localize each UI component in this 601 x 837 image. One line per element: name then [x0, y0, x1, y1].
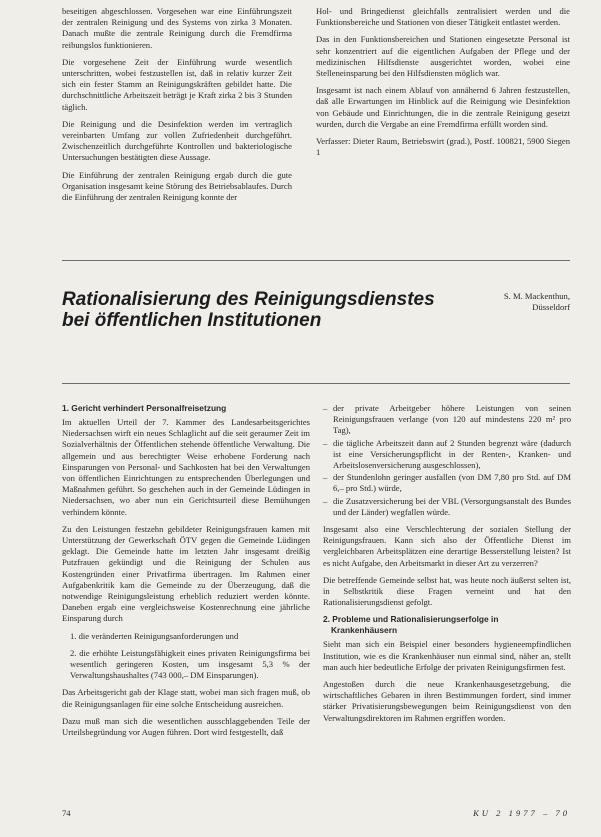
journal-reference: KU 2 1977 ‒ 70	[473, 808, 570, 818]
paragraph: Insgesamt ist nach einem Ablauf von annähernd 6 Jahren festzustellen, daß alle Erwartungen im Hinblick auf die Reinigung wie Desinfektion von Gebäude und Einrichtungen, die in die zentrale Reinigung gesetzt wurden, durch die Vergabe an eine Fremdfirma erfüllt worden sind.	[316, 85, 570, 129]
top-right-column	[316, 6, 570, 164]
list-item: 2. die erhöhte Leistungsfähigkeit eines privaten Reinigungsfirma bei wesentlich geringeren Kosten, um insgesamt 5,3 % der Verwaltungshaushaltes (743 000,– DM Einsparungen).	[70, 647, 310, 681]
list-item: – der private Arbeitgeber höhere Leistungen von seinen Reinigungsfrauen verlange (von 120 auf mindestens 220 m² pro Tag),	[323, 403, 571, 437]
paragraph: Das in den Funktionsbereichen und Stationen eingesetzte Personal ist sehr konzentriert auf die eigentlichen Aufgaben der Pflege und der medizinischen Hilfsdienste ausgerichtet worden, wobei eine Stelleneinsparung bei den Hilfsdiensten möglich war.	[316, 34, 570, 79]
author-city: Düsseldorf	[532, 302, 570, 312]
section-1-heading: 1. Gericht verhindert Personalfreisetzung	[62, 403, 227, 413]
author-name: S. M. Mackenthun,	[503, 291, 570, 301]
paragraph: Dazu muß man sich die wesentlichen ausschlaggebenden Teile der Urteilsbegründung vor Augen führen. Dort wird festgestellt, daß	[62, 715, 310, 738]
page-number: 74	[62, 808, 71, 818]
list-item: 1. die veränderten Reinigungsanforderungen und	[70, 630, 239, 641]
divider-rule	[62, 383, 570, 384]
paragraph: Die vorgesehene Zeit der Einführung wurde wesentlich unterschritten, wobei festzustellen ist, daß in relativ kurzer Zeit sich ein fester Stamm an Reinigungskräften gebildet hatte. Die durchschnittliche Arbeitszeit beträgt je Kraft zirka 2 bis 3 Stunden täglich.	[62, 56, 292, 112]
author-byline	[504, 291, 570, 313]
article-left-column	[62, 403, 310, 744]
paragraph: Angestoßen durch die neue Krankenhausgesetzgebung, die wirtschaftliches Gebaren in ihren Bestimmungen fordert, sind immer stärker Privatisierungsbewegungen beim Reinigungsdienst von den Verwaltungsdirektoren im Rahmen ergriffen worden.	[323, 679, 571, 723]
divider-rule	[62, 260, 570, 261]
paragraph: Hol- und Bringedienst gleichfalls zentralisiert werden und die Funktionsbereiche und Stationen von dieser Tätigkeit entlastet werden.	[316, 6, 570, 28]
paragraph: Im aktuellen Urteil der 7. Kammer des Landesarbeitsgerichtes Niedersachsen wirft ein neues Schlaglicht auf die seit geraumer Zeit im Sozialverhältnis der Öffentlichen stehende öffentliche Verwaltung. Die allgemein und aus berechtigter Weise erhobene Forderung nach Einsparungen von Personal- und Sachkosten hat bei den Verwaltungen von öffentlichen Einrichtungen zu entsprechenden Überlegungen und Maßnahmen geführt. So geschehen auch in der Gemeinde Lüdingen in Niedersachsen, wo aber nun ein Gerichtsurteil diese Bemühungen verhindern könnte.	[62, 417, 310, 517]
paragraph: Die Einführung der zentralen Reinigung ergab durch die gute Organisation insgesamt keine Störung des Betriebsablaufes. Durch die Einführung der zentralen Reinigung konnte der	[62, 169, 292, 203]
article-title: Rationalisierung des Reinigungsdienstes bei öffentlichen Institutionen	[62, 289, 435, 331]
paragraph: Sieht man sich ein Beispiel einer besonders hygieneempfindlichen Institution, wie es die Krankenhäuser nun einmal sind, näher an, stellt man auch hier bedeutliche Erfolge der privaten Reinigungsfirmen fest.	[323, 639, 571, 672]
bullet-list	[323, 403, 571, 518]
paragraph: Zu den Leistungen festzehn gebildeter Reinigungsfrauen kamen mit Unterstützung der Gewerkschaft ÖTV gegen die Gemeinde Lüdingen geklagt. Die Gemeinde hatte im letzten Jahr insgesamt dreißig Putzfrauen gekündigt und die Reinigung der Schulen aus Kostengründen einer Privatfirma übertragen. Im Rahmen einer Aufgabenkritik kam die Gemeinde zu der Überzeugung, daß die notwendige Reinigungsleistung erheblich reduziert werden könnte. Daneben ergab eine vergleichsweise Kostenrechnung eine jährliche Einsparung durch	[62, 523, 310, 624]
paragraph: Die betreffende Gemeinde selbst hat, was heute noch äußerst selten ist, in Selbstkritik diese Fragen verneint und hat den Rationalisierungsdienst gefolgt.	[323, 574, 571, 608]
top-left-column	[62, 6, 292, 209]
author-address: Verfasser: Dieter Raum, Betriebswirt (grad.), Postf. 100821, 5900 Siegen 1	[316, 136, 570, 158]
section-2-heading-line: 2. Probleme und Rationalisierungserfolge in	[323, 614, 499, 625]
paragraph: Insgesamt also eine Verschlechterung der sozialen Stellung der Reinigungsfrauen. Kann sich also der Öffentliche Dienst im vergleichbaren Arbeitsplätzen eine derartige Besserstellung leisten? Ist es nicht Aufgabe, den Arbeitsmarkt in dieser Art zu verzerren?	[323, 524, 571, 568]
paragraph: Das Arbeitsgericht gab der Klage statt, wobei man sich fragen muß, ob die Reinigungsanlagen für eine solche Entscheidung ausreichen.	[62, 687, 310, 709]
list-item: – der Stundenlohn geringer ausfallen (von DM 7,80 pro Std. auf DM 6,– pro Std.) würde,	[323, 472, 571, 494]
list-item: – die Zusatzversicherung bei der VBL (Versorgungsanstalt des Bundes und der Länder) wegfallen würde.	[323, 496, 571, 518]
list-item: – die tägliche Arbeitszeit dann auf 2 Stunden begrenzt wäre (dadurch ist eine Versicherungspflicht in der Renten-, Kranken- und Arbeitslosenversicherung ausgeschlossen),	[323, 438, 571, 472]
paragraph: beseitigen abgeschlossen. Vorgesehen war eine Einführungszeit der zentralen Reinigung und des Systems von zirka 3 Monaten. Danach mußte die zentrale Reinigung durch die Fremdfirma reibungslos funktionieren.	[62, 6, 292, 50]
article-right-column	[323, 403, 571, 730]
paragraph: Die Reinigung und die Desinfektion werden im vertraglich vereinbarten Umfang zur vollen Zufriedenheit durchgeführt. Zwischenzeitlich durchgeführte Kontrollen und bakteriologische Untersuchungen bestätigten diese Aussage.	[62, 118, 292, 163]
section-2-heading	[323, 614, 571, 636]
section-2-heading-line: Krankenhäusern	[331, 625, 398, 636]
